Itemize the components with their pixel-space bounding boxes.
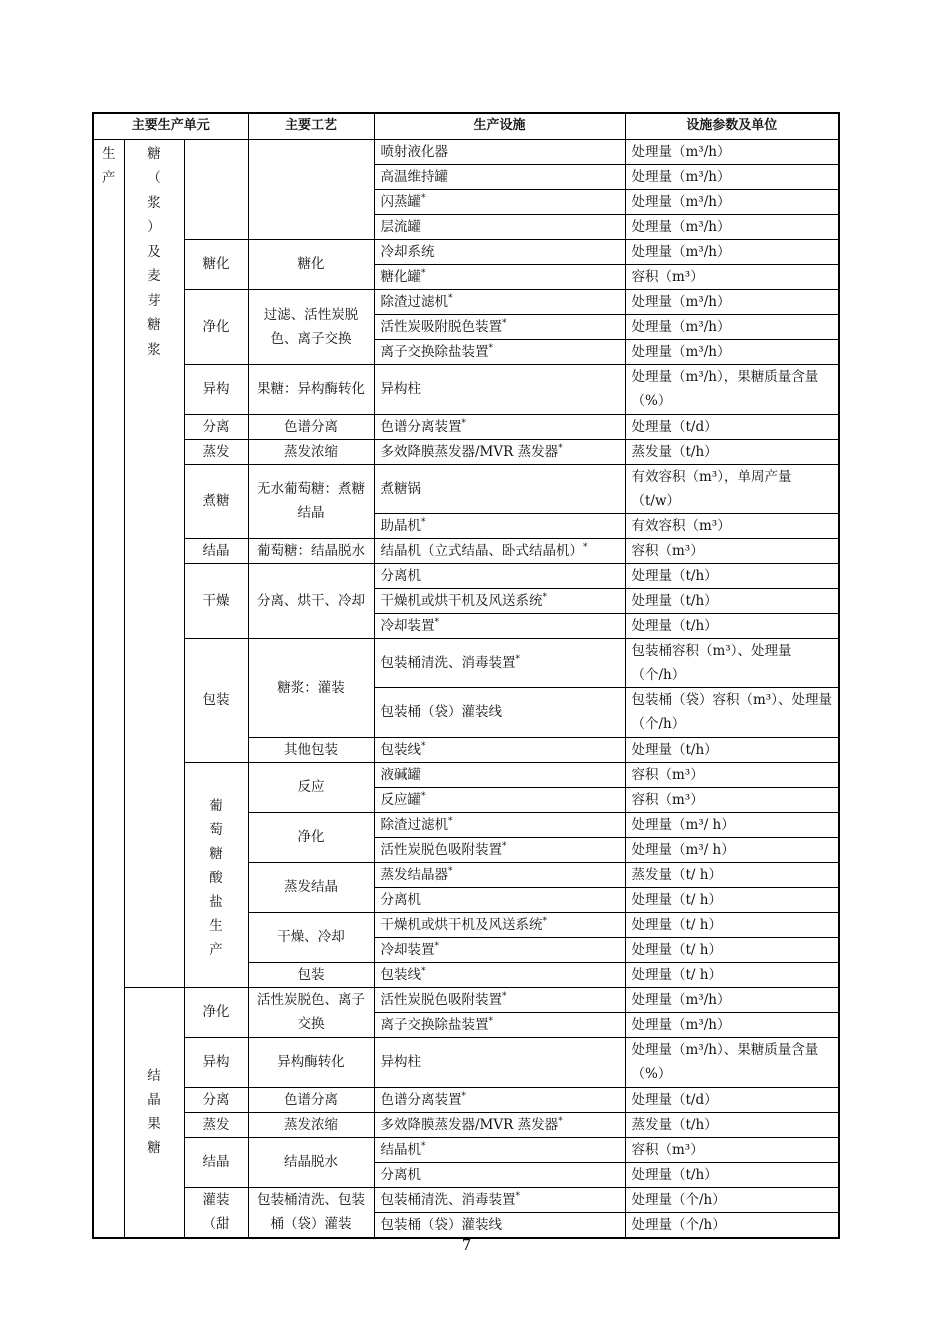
param-cell: 处理量（m³/h）、果糖质量含量（%） [625,1037,839,1087]
facility-cell: 异构柱 [374,1037,625,1087]
unit-cell: 结晶 [184,538,248,563]
table-row [93,1087,839,1112]
param-cell: 处理量（m³/h） [625,314,839,339]
process-cell: 色谱分离 [248,1087,374,1112]
table-row [93,563,839,588]
section-syrup [124,139,184,987]
facility-cell: 除渣过滤机* [374,812,625,837]
process-cell: 葡萄糖：结晶脱水 [248,538,374,563]
facility-cell: 活性炭吸附脱色装置* [374,314,625,339]
facility-table [92,112,840,1239]
unit-cell: 分离 [184,1087,248,1112]
process-cell: 蒸发浓缩 [248,1112,374,1137]
table-row [93,239,839,264]
param-cell: 包装桶容积（m³）、处理量（个/h） [625,638,839,687]
header-facility: 生产设施 [374,113,625,139]
param-cell: 处理量（m³/h） [625,139,839,164]
param-cell: 处理量（t/ h） [625,887,839,912]
vertical-text: 生 产 [102,145,116,186]
facility-cell: 活性炭脱色吸附装置* [374,837,625,862]
table-row [93,987,839,1012]
facility-cell: 除渣过滤机* [374,289,625,314]
facility-cell: 冷却系统 [374,239,625,264]
param-cell: 容积（m³） [625,762,839,787]
param-cell: 有效容积（m³），单周产量（t/w） [625,464,839,513]
table-cell-unit [184,139,248,239]
facility-cell: 冷却装置* [374,613,625,638]
param-cell: 处理量（t/h） [625,563,839,588]
param-cell: 处理量（m³/h） [625,214,839,239]
vertical-text: 糖 （ 浆 ） 及 麦 芽 糖 浆 [147,145,161,358]
process-cell: 色谱分离 [248,414,374,439]
facility-cell: 色谱分离装置* [374,1087,625,1112]
table-row [93,139,839,164]
facility-cell: 干燥机或烘干机及风送系统* [374,912,625,937]
process-cell: 结晶脱水 [248,1137,374,1187]
param-cell: 处理量（t/d） [625,414,839,439]
facility-cell: 包装线* [374,962,625,987]
process-cell: 干燥、冷却 [248,912,374,962]
section-vertical-production [93,139,124,1238]
param-cell: 处理量（t/h） [625,588,839,613]
param-cell: 容积（m³） [625,264,839,289]
unit-cell: 蒸发 [184,439,248,464]
facility-cell: 助晶机* [374,513,625,538]
param-cell: 包装桶（袋）容积（m³）、处理量（个/h） [625,687,839,737]
unit-cell: 包装 [184,638,248,762]
param-cell: 处理量（t/ h） [625,937,839,962]
table-row [93,289,839,314]
facility-cell: 多效降膜蒸发器/MVR 蒸发器* [374,439,625,464]
header-unit: 主要生产单元 [93,113,248,139]
facility-cell: 包装桶清洗、消毒装置* [374,638,625,687]
facility-cell: 多效降膜蒸发器/MVR 蒸发器* [374,1112,625,1137]
unit-cell: 净化 [184,289,248,364]
facility-cell: 离子交换除盐装置* [374,1012,625,1037]
header-process: 主要工艺 [248,113,374,139]
param-cell: 处理量（个/h） [625,1187,839,1212]
process-cell: 反应 [248,762,374,812]
facility-cell: 糖化罐* [374,264,625,289]
facility-cell: 层流罐 [374,214,625,239]
param-cell: 蒸发量（t/ h） [625,862,839,887]
section-crystal [124,987,184,1238]
param-cell: 处理量（m³/h） [625,1012,839,1037]
unit-cell: 煮糖 [184,464,248,538]
unit-cell: 糖化 [184,239,248,289]
unit-cell: 异构 [184,364,248,414]
unit-cell: 分离 [184,414,248,439]
facility-cell: 煮糖锅 [374,464,625,513]
facility-cell: 结晶机* [374,1137,625,1162]
process-cell: 活性炭脱色、离子交换 [248,987,374,1037]
table-row [93,414,839,439]
process-cell: 蒸发结晶 [248,862,374,912]
param-cell: 处理量（t/d） [625,1087,839,1112]
param-cell: 处理量（t/h） [625,737,839,762]
param-cell: 处理量（m³/h） [625,189,839,214]
facility-cell: 异构柱 [374,364,625,414]
facility-cell: 液碱罐 [374,762,625,787]
table-row [93,364,839,414]
param-cell: 处理量（m³/h），果糖质量含量（%） [625,364,839,414]
process-cell: 果糖：异构酶转化 [248,364,374,414]
unit-cell: 灌装（甜 [184,1187,248,1238]
facility-cell: 分离机 [374,887,625,912]
facility-cell: 包装线* [374,737,625,762]
facility-cell: 包装桶清洗、消毒装置* [374,1187,625,1212]
header-param: 设施参数及单位 [625,113,839,139]
table-row [93,762,839,787]
param-cell: 处理量（t/h） [625,613,839,638]
process-cell: 过滤、活性炭脱色、离子交换 [248,289,374,364]
param-cell: 处理量（个/h） [625,1212,839,1238]
facility-cell: 包装桶（袋）灌装线 [374,687,625,737]
process-cell: 分离、烘干、冷却 [248,563,374,638]
unit-cell: 蒸发 [184,1112,248,1137]
table-row [93,638,839,687]
unit-cell: 异构 [184,1037,248,1087]
param-cell: 容积（m³） [625,1137,839,1162]
process-cell: 糖化 [248,239,374,289]
facility-cell: 反应罐* [374,787,625,812]
facility-cell: 高温维持罐 [374,164,625,189]
param-cell: 处理量（m³/h） [625,339,839,364]
vertical-text: 葡 萄 糖 酸 盐 生 产 [209,797,223,958]
param-cell: 处理量（m³/ h） [625,837,839,862]
table-row [93,439,839,464]
param-cell: 容积（m³） [625,538,839,563]
facility-cell: 结晶机（立式结晶、卧式结晶机）* [374,538,625,563]
process-cell: 异构酶转化 [248,1037,374,1087]
facility-cell: 分离机 [374,563,625,588]
unit-cell: 干燥 [184,563,248,638]
param-cell: 蒸发量（t/h） [625,1112,839,1137]
facility-cell: 活性炭脱色吸附装置* [374,987,625,1012]
facility-cell: 喷射液化器 [374,139,625,164]
table-row [93,1187,839,1212]
process-cell: 蒸发浓缩 [248,439,374,464]
process-cell: 糖浆：灌装 [248,638,374,737]
facility-cell: 闪蒸罐* [374,189,625,214]
page-number: 7 [461,1236,472,1254]
process-cell: 包装 [248,962,374,987]
param-cell: 处理量（m³/h） [625,987,839,1012]
process-cell: 其他包装 [248,737,374,762]
facility-cell: 分离机 [374,1162,625,1187]
table-row [93,1112,839,1137]
param-cell: 蒸发量（t/h） [625,439,839,464]
param-cell: 处理量（m³/ h） [625,812,839,837]
param-cell: 处理量（t/ h） [625,912,839,937]
facility-cell: 冷却装置* [374,937,625,962]
process-cell: 无水葡萄糖：煮糖结晶 [248,464,374,538]
table-cell-process [248,139,374,239]
table-row [93,1137,839,1162]
facility-cell: 干燥机或烘干机及风送系统* [374,588,625,613]
table-row [93,1037,839,1087]
param-cell: 处理量（m³/h） [625,239,839,264]
unit-cell: 结晶 [184,1137,248,1187]
facility-cell: 色谱分离装置* [374,414,625,439]
param-cell: 处理量（m³/h） [625,289,839,314]
param-cell: 有效容积（m³） [625,513,839,538]
section-gluconate [184,762,248,987]
param-cell: 处理量（m³/h） [625,164,839,189]
unit-cell: 净化 [184,987,248,1037]
table-row [93,538,839,563]
table-row [93,464,839,513]
table-header [93,113,839,139]
facility-cell: 离子交换除盐装置* [374,339,625,364]
param-cell: 处理量（t/h） [625,1162,839,1187]
process-cell: 净化 [248,812,374,862]
param-cell: 容积（m³） [625,787,839,812]
process-cell: 包装桶清洗、包装桶（袋）灌装 [248,1187,374,1238]
vertical-text: 结 晶 果 糖 [147,1068,161,1156]
param-cell: 处理量（t/ h） [625,962,839,987]
facility-cell: 蒸发结晶器* [374,862,625,887]
facility-cell: 包装桶（袋）灌装线 [374,1212,625,1238]
